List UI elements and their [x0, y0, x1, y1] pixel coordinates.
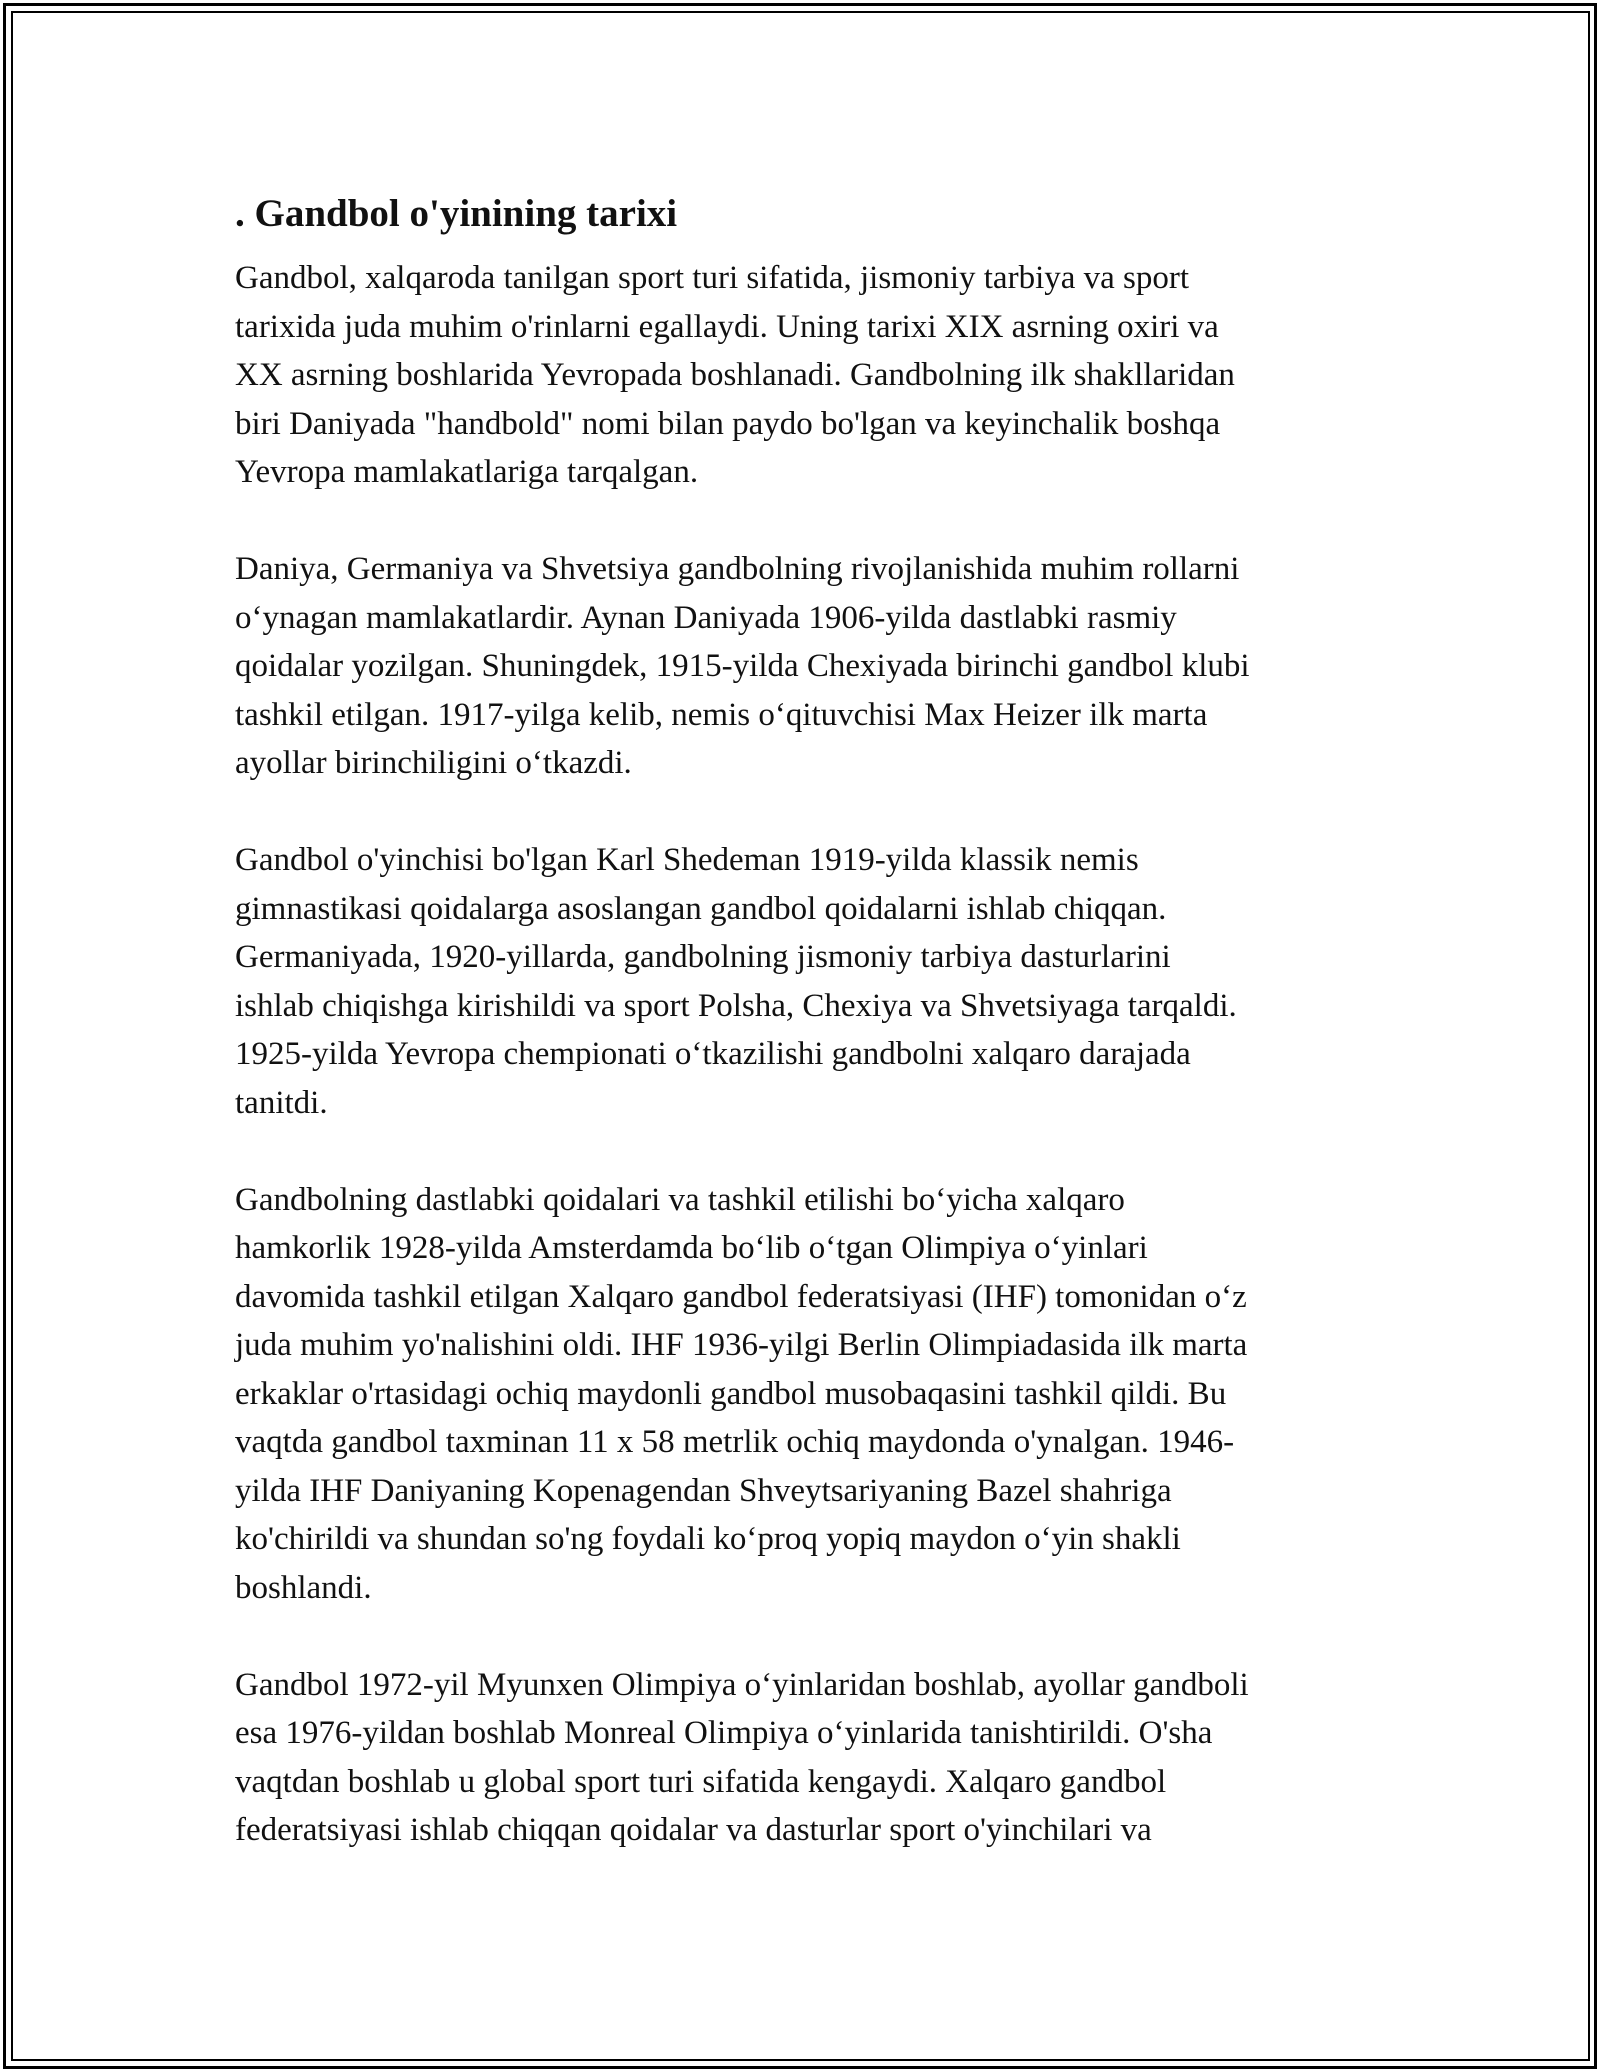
paragraph-1: [235, 254, 1370, 497]
text-line: vaqtda gandbol taxminan 11 x 58 metrlik ochiq maydonda o'ynalgan. 1946-: [235, 1424, 1235, 1460]
text-line: tarixida juda muhim o'rinlarni egallaydi. Uning tarixi XIX asrning oxiri va: [235, 308, 1219, 345]
text-line: ko'chirildi va shundan so'ng foydali ko‘proq yopiq maydon o‘yin shakli: [235, 1521, 1181, 1557]
text-line: ishlab chiqishga kirishildi va sport Polsha, Chexiya va Shvetsiyaga tarqaldi.: [235, 987, 1237, 1024]
text-line: Gandbolning dastlabki qoidalari va tashkil etilishi bo‘yicha xalqaro: [235, 1181, 1125, 1218]
text-line: 1925-yilda Yevropa chempionati o‘tkazilishi gandbolni xalqaro darajada: [235, 1036, 1191, 1072]
text-line: Germaniyada, 1920-yillarda, gandbolning jismoniy tarbiya dasturlarini: [235, 939, 1171, 975]
paragraph-4: [235, 1176, 1370, 1613]
text-line: XX asrning boshlarida Yevropada boshlanadi. Gandbolning ilk shakllaridan: [235, 357, 1235, 393]
text-line: o‘ynagan mamlakatlardir. Aynan Daniyada 1906-yilda dastlabki rasmiy: [235, 599, 1177, 636]
text-line: tanitdi.: [235, 1084, 328, 1121]
text-line: ayollar birinchiligini o‘tkazdi.: [235, 745, 632, 781]
section-heading: . Gandbol o'yinining tarixi: [235, 192, 678, 235]
text-line: Gandbol, xalqaroda tanilgan sport turi sifatida, jismoniy tarbiya va sport: [235, 260, 1190, 296]
text-line: biri Daniyada "handbold" nomi bilan paydo bo'lgan va keyinchalik boshqa: [235, 405, 1221, 442]
text-line: gimnastikasi qoidalarga asoslangan gandbol qoidalarni ishlab chiqqan.: [235, 890, 1167, 927]
text-line: hamkorlik 1928-yilda Amsterdamda bo‘lib o‘tgan Olimpiya o‘yinlari: [235, 1230, 1148, 1266]
text-line: davomida tashkil etilgan Xalqaro gandbol federatsiyasi (IHF) tomonidan o‘z: [235, 1278, 1247, 1315]
paragraph-2: [235, 545, 1370, 788]
text-line: juda muhim yo'nalishini oldi. IHF 1936-yilgi Berlin Olimpiadasida ilk marta: [235, 1327, 1248, 1363]
text-line: yilda IHF Daniyaning Kopenagendan Shveytsariyaning Bazel shahriga: [235, 1472, 1172, 1509]
text-line: federatsiyasi ishlab chiqqan qoidalar va dasturlar sport o'yinchilari va: [235, 1812, 1152, 1848]
text-line: vaqtdan boshlab u global sport turi sifatida kengaydi. Xalqaro gandbol: [235, 1763, 1167, 1800]
text-line: Gandbol o'yinchisi bo'lgan Karl Shedeman 1919-yilda klassik nemis: [235, 842, 1139, 878]
text-line: boshlandi.: [235, 1569, 372, 1606]
paragraph-3: [235, 836, 1370, 1127]
text-line: esa 1976-yildan boshlab Monreal Olimpiya o‘yinlarida tanishtirildi. O'sha: [235, 1715, 1213, 1751]
text-line: Yevropa mamlakatlariga tarqalgan.: [235, 454, 699, 490]
text-line: Daniya, Germaniya va Shvetsiya gandbolning rivojlanishida muhim rollarni: [235, 551, 1240, 587]
paragraph-5: [235, 1661, 1370, 1855]
text-line: Gandbol 1972-yil Myunxen Olimpiya o‘yinlaridan boshlab, ayollar gandboli: [235, 1666, 1249, 1703]
text-line: erkaklar o'rtasidagi ochiq maydonli gandbol musobaqasini tashkil qildi. Bu: [235, 1375, 1227, 1412]
text-line: tashkil etilgan. 1917-yilga kelib, nemis o‘qituvchisi Max Heizer ilk marta: [235, 696, 1208, 733]
document-body: [235, 186, 1370, 1903]
text-line: qoidalar yozilgan. Shuningdek, 1915-yilda Chexiyada birinchi gandbol klubi: [235, 648, 1250, 684]
